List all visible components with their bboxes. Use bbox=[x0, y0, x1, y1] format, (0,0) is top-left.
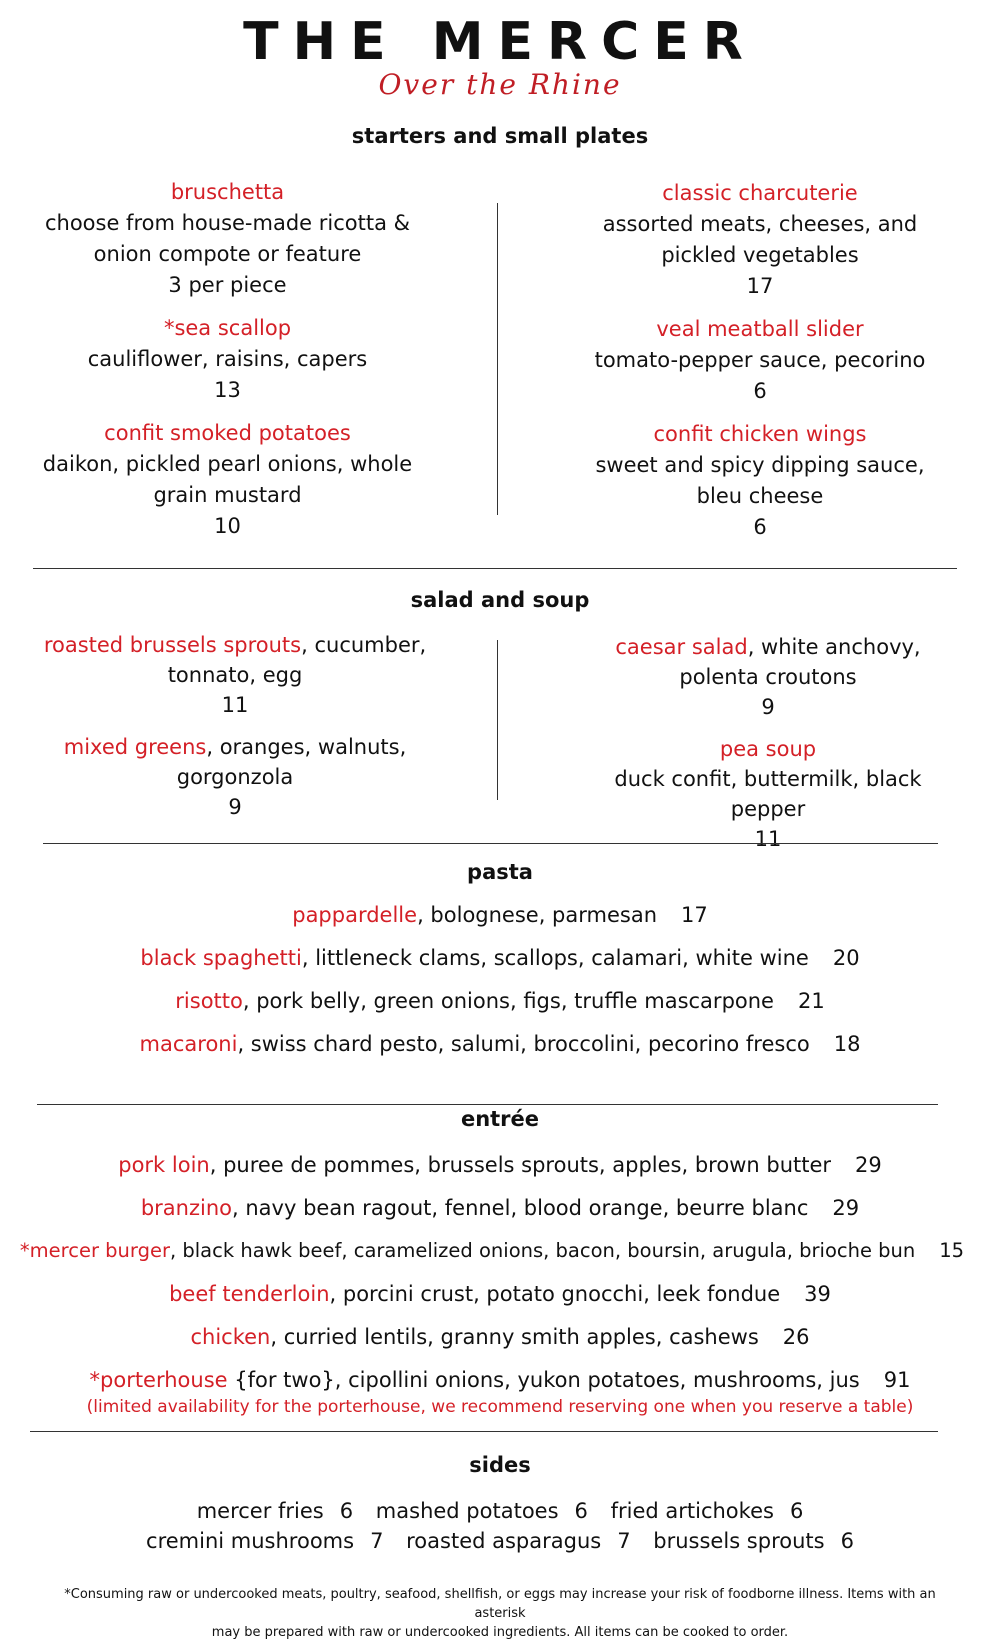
side-price: 6 bbox=[339, 1499, 354, 1523]
disclaimer-line: *Consuming raw or undercooked meats, poultry, seafood, shellfish, or eggs may increase your risk of foodborne illness. Items with an asterisk bbox=[64, 1587, 936, 1621]
side-name: cremini mushrooms bbox=[146, 1529, 355, 1553]
item-name: caesar salad bbox=[615, 635, 748, 659]
item-price: 17 bbox=[746, 274, 774, 298]
item-price: 6 bbox=[753, 515, 767, 539]
column-divider bbox=[497, 203, 498, 515]
item-price: 91 bbox=[883, 1368, 911, 1392]
side-item bbox=[406, 1529, 630, 1553]
item-description: , puree de pommes, brussels sprouts, apples, brown butter bbox=[209, 1153, 832, 1177]
item-price: 21 bbox=[797, 989, 825, 1013]
item-name: pappardelle bbox=[292, 903, 418, 927]
item-name: black spaghetti bbox=[140, 946, 302, 970]
item-name: confit smoked potatoes bbox=[104, 421, 351, 445]
sides-row bbox=[0, 1499, 1000, 1523]
item-name: *sea scallop bbox=[163, 316, 292, 340]
item-price: 29 bbox=[832, 1196, 860, 1220]
item-description: , white anchovy, polenta croutons bbox=[679, 635, 921, 689]
item-description: duck confit, buttermilk, black pepper bbox=[614, 767, 922, 821]
section-title-starters: starters and small plates bbox=[351, 124, 649, 148]
item-description: , porcini crust, potato gnocchi, leek fondue bbox=[329, 1282, 781, 1306]
restaurant-subtitle: Over the Rhine bbox=[378, 68, 622, 101]
section-title-salad: salad and soup bbox=[410, 588, 590, 612]
side-price: 7 bbox=[370, 1529, 384, 1553]
menu-item bbox=[578, 632, 958, 722]
sides-row bbox=[0, 1529, 1000, 1553]
item-description: sweet and spicy dipping sauce, bleu cheese bbox=[595, 453, 925, 508]
item-price: 3 per piece bbox=[168, 273, 287, 297]
food-safety-disclaimer bbox=[40, 1585, 960, 1642]
item-name: *mercer burger bbox=[19, 1239, 170, 1262]
section-divider bbox=[37, 1104, 938, 1105]
item-name: pea soup bbox=[719, 737, 817, 761]
item-description: , oranges, walnuts, gorgonzola bbox=[176, 735, 407, 789]
menu-row bbox=[0, 1279, 1000, 1309]
item-description: , swiss chard pesto, salumi, broccolini, pecorino fresco bbox=[237, 1032, 810, 1056]
item-description: choose from house-made ricotta & onion compote or feature bbox=[44, 211, 411, 266]
item-name: confit chicken wings bbox=[653, 422, 867, 446]
item-name: roasted brussels sprouts bbox=[43, 633, 302, 657]
item-price: 13 bbox=[214, 378, 241, 402]
menu-item bbox=[30, 313, 425, 406]
menu-item bbox=[578, 734, 958, 854]
item-price: 15 bbox=[939, 1239, 965, 1262]
side-item bbox=[146, 1529, 383, 1553]
item-description: , pork belly, green onions, figs, truffle mascarpone bbox=[242, 989, 774, 1013]
item-price: 39 bbox=[804, 1282, 831, 1306]
starters-left-column bbox=[30, 177, 425, 554]
item-name: bruschetta bbox=[170, 180, 285, 204]
side-price: 6 bbox=[789, 1499, 804, 1523]
menu-item bbox=[590, 419, 930, 543]
side-item bbox=[611, 1499, 804, 1523]
item-price: 18 bbox=[833, 1032, 861, 1056]
salad-left-column bbox=[40, 630, 430, 834]
item-description: {for two}, cipollini onions, yukon potatoes, mushrooms, jus bbox=[227, 1368, 860, 1392]
porterhouse-note: (limited availability for the porterhouse, we recommend reserving one when you reserve a table) bbox=[86, 1397, 914, 1417]
side-item bbox=[197, 1499, 353, 1523]
item-price: 17 bbox=[681, 903, 708, 927]
menu-row bbox=[0, 1029, 1000, 1059]
menu-row bbox=[0, 1236, 992, 1266]
item-name: pork loin bbox=[118, 1153, 210, 1177]
starters-right-column bbox=[590, 178, 930, 555]
item-description: , curried lentils, granny smith apples, cashews bbox=[270, 1325, 759, 1349]
side-price: 6 bbox=[574, 1499, 588, 1523]
section-divider bbox=[30, 1431, 938, 1432]
item-description: , navy bean ragout, fennel, blood orange, beurre blanc bbox=[232, 1196, 809, 1220]
section-title-entree: entrée bbox=[460, 1107, 540, 1131]
item-price: 6 bbox=[753, 379, 767, 403]
item-description: daikon, pickled pearl onions, whole grain mustard bbox=[42, 452, 413, 507]
menu-row bbox=[0, 1150, 1000, 1180]
item-price: 11 bbox=[754, 827, 782, 851]
side-name: roasted asparagus bbox=[406, 1529, 602, 1553]
item-name: chicken bbox=[190, 1325, 271, 1349]
side-name: mercer fries bbox=[196, 1499, 324, 1523]
column-divider bbox=[497, 640, 498, 800]
item-price: 26 bbox=[782, 1325, 810, 1349]
item-price: 29 bbox=[855, 1153, 882, 1177]
menu-row bbox=[0, 943, 1000, 973]
item-description: assorted meats, cheeses, and pickled vegetables bbox=[602, 212, 918, 267]
section-divider bbox=[43, 843, 938, 844]
section-title-sides: sides bbox=[469, 1453, 531, 1477]
item-price: 11 bbox=[221, 693, 249, 717]
restaurant-name: THE MERCER bbox=[243, 12, 757, 72]
item-name: beef tenderloin bbox=[169, 1282, 330, 1306]
menu-item bbox=[590, 178, 930, 302]
menu-item bbox=[30, 177, 425, 301]
side-item bbox=[653, 1529, 854, 1553]
menu-item bbox=[30, 418, 425, 542]
item-price: 9 bbox=[228, 795, 242, 819]
disclaimer-line: may be prepared with raw or undercooked ingredients. All items can be cooked to order. bbox=[211, 1625, 789, 1640]
salad-right-column bbox=[578, 632, 958, 866]
menu-row bbox=[0, 1365, 1000, 1395]
menu-item bbox=[40, 732, 430, 822]
item-description: tomato-pepper sauce, pecorino bbox=[594, 348, 926, 372]
item-name: branzino bbox=[140, 1196, 233, 1220]
item-price: 9 bbox=[761, 695, 775, 719]
item-description: cauliflower, raisins, capers bbox=[87, 347, 368, 371]
section-title-pasta: pasta bbox=[467, 860, 533, 884]
item-description: , black hawk beef, caramelized onions, bacon, boursin, arugula, brioche bun bbox=[169, 1239, 916, 1262]
side-price: 6 bbox=[840, 1529, 854, 1553]
item-name: veal meatball slider bbox=[656, 317, 864, 341]
item-name: classic charcuterie bbox=[662, 181, 858, 205]
item-name: macaroni bbox=[139, 1032, 238, 1056]
menu-item bbox=[40, 630, 430, 720]
menu-item bbox=[590, 314, 930, 407]
section-divider bbox=[33, 568, 957, 569]
menu-row bbox=[0, 1193, 1000, 1223]
side-name: mashed potatoes bbox=[375, 1499, 559, 1523]
menu-row bbox=[0, 1322, 1000, 1352]
item-name: risotto bbox=[175, 989, 243, 1013]
item-description: , bolognese, parmesan bbox=[417, 903, 658, 927]
side-name: brussels sprouts bbox=[653, 1529, 825, 1553]
side-price: 7 bbox=[617, 1529, 631, 1553]
item-name: mixed greens bbox=[63, 735, 207, 759]
item-name: *porterhouse bbox=[89, 1368, 228, 1392]
item-price: 20 bbox=[832, 946, 860, 970]
item-description: , cucumber, tonnato, egg bbox=[167, 633, 427, 687]
item-description: , littleneck clams, scallops, calamari, white wine bbox=[301, 946, 809, 970]
side-name: fried artichokes bbox=[610, 1499, 774, 1523]
menu-row bbox=[0, 986, 1000, 1016]
side-item bbox=[376, 1499, 588, 1523]
menu-row bbox=[0, 900, 1000, 930]
item-price: 10 bbox=[214, 514, 241, 538]
